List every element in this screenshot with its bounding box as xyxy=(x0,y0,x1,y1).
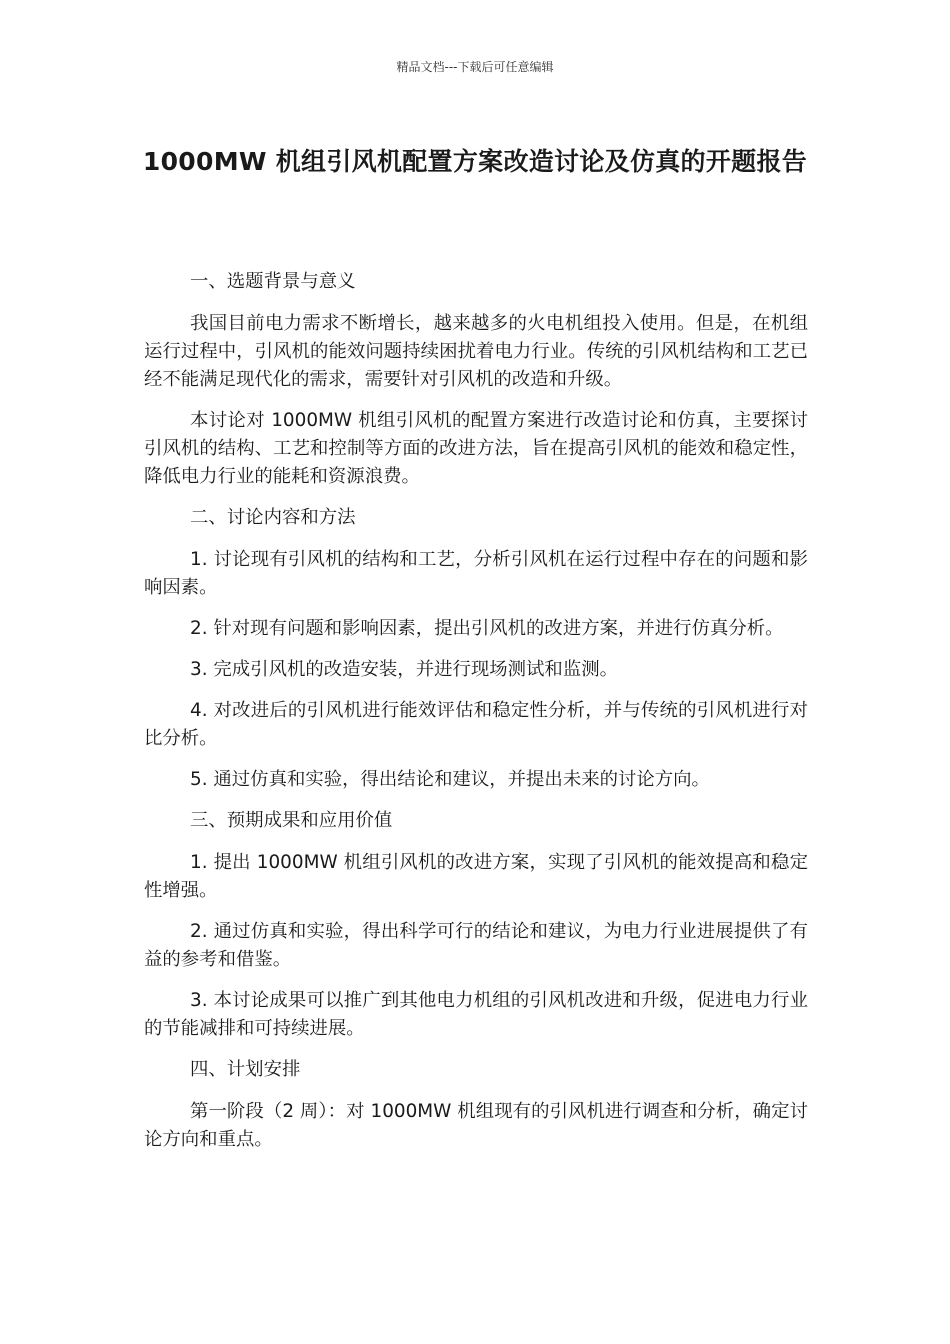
list-item-content-3: 3. 完成引风机的改造安装，并进行现场测试和监测。 xyxy=(190,659,618,680)
list-item-content-2: 2. 针对现有问题和影响因素，提出引风机的改进方案，并进行仿真分析。 xyxy=(190,618,784,639)
list-item-results-2: 2. 通过仿真和实验，得出科学可行的结论和建议，为电力行业进展提供了有益的参考和借鉴。 xyxy=(144,921,808,970)
list-item-results-3: 3. 本讨论成果可以推广到其他电力机组的引风机改进和升级，促进电力行业的节能减排和可持续进展。 xyxy=(144,990,808,1039)
paragraph-background: 我国目前电力需求不断增长，越来越多的火电机组投入使用。但是，在机组运行过程中，引风机的能效问题持续困扰着电力行业。传统的引风机结构和工艺已经不能满足现代化的需求，需要针对引风机的改造和升级。 xyxy=(144,313,808,390)
document-body xyxy=(144,268,808,1167)
paragraph-purpose: 本讨论对 1000MW 机组引风机的配置方案进行改造讨论和仿真，主要探讨引风机的结构、工艺和控制等方面的改进方法，旨在提高引风机的能效和稳定性，降低电力行业的能耗和资源浪费。 xyxy=(144,410,808,487)
list-item-results-1: 1. 提出 1000MW 机组引风机的改进方案，实现了引风机的能效提高和稳定性增强。 xyxy=(144,852,808,901)
list-item-content-1: 1. 讨论现有引风机的结构和工艺，分析引风机在运行过程中存在的问题和影响因素。 xyxy=(144,549,808,598)
document-title: 1000MW 机组引风机配置方案改造讨论及仿真的开题报告 xyxy=(142,147,808,176)
paragraph-schedule-stage-1: 第一阶段（2 周）：对 1000MW 机组现有的引风机进行调查和分析，确定讨论方向和重点。 xyxy=(144,1101,808,1150)
section-heading-background: 一、选题背景与意义 xyxy=(190,271,356,292)
list-item-content-5: 5. 通过仿真和实验，得出结论和建议，并提出未来的讨论方向。 xyxy=(190,769,710,790)
page-header: 精品文档---下载后可任意编辑 xyxy=(396,60,554,74)
section-heading-results: 三、预期成果和应用价值 xyxy=(190,810,393,831)
section-heading-schedule: 四、计划安排 xyxy=(190,1059,301,1080)
list-item-content-4: 4. 对改进后的引风机进行能效评估和稳定性分析，并与传统的引风机进行对比分析。 xyxy=(144,700,808,749)
section-heading-content: 二、讨论内容和方法 xyxy=(190,507,356,528)
